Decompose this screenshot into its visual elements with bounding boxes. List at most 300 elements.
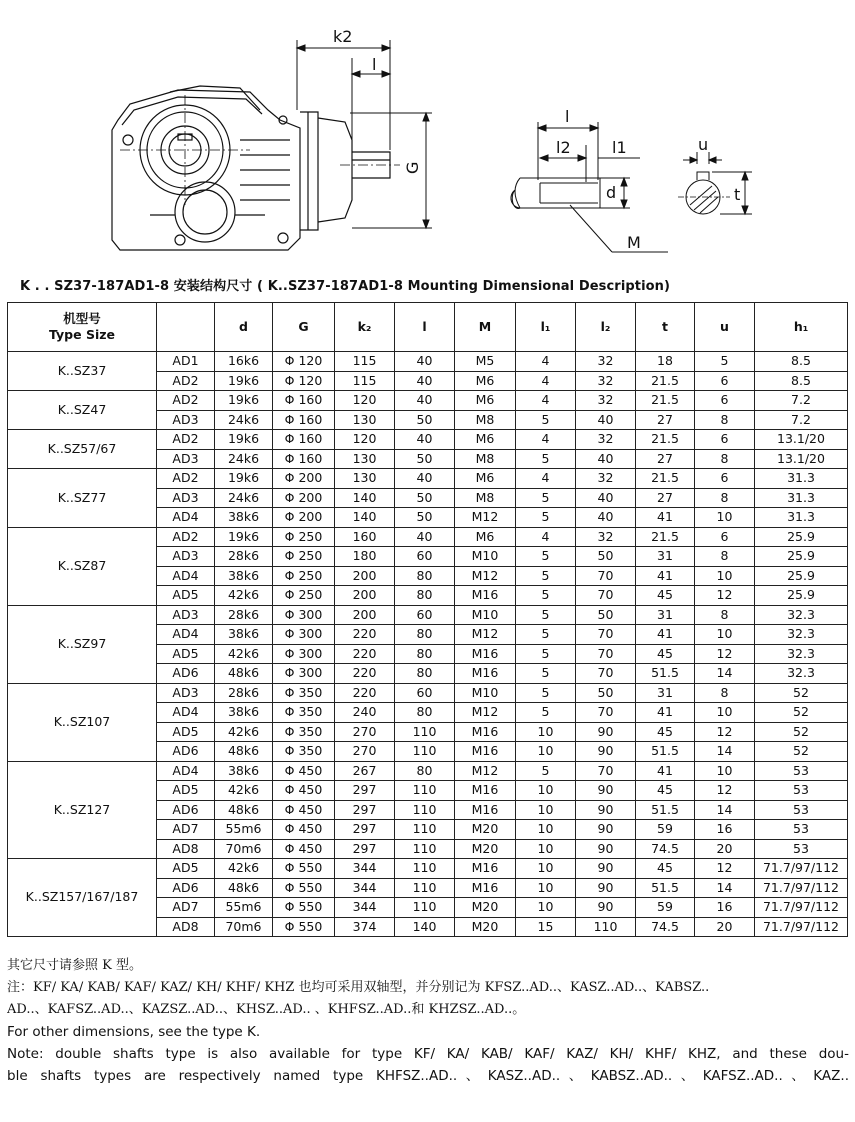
table-cell: 31.3	[755, 469, 848, 489]
table-cell: Φ 300	[273, 664, 335, 684]
table-cell: 6	[695, 527, 755, 547]
dimensions-table	[7, 302, 848, 937]
table-cell: 50	[576, 605, 636, 625]
table-cell: 71.7/97/112	[755, 859, 848, 879]
table-cell: 31	[636, 683, 695, 703]
table-cell: Φ 160	[273, 449, 335, 469]
table-cell: 90	[576, 878, 636, 898]
table-cell: 130	[335, 469, 395, 489]
table-cell: Φ 160	[273, 391, 335, 411]
label-d: d	[606, 183, 617, 202]
table-cell: 115	[335, 371, 395, 391]
table-cell: 267	[335, 761, 395, 781]
table-cell: AD7	[157, 820, 215, 840]
table-cell: 60	[395, 547, 455, 567]
table-cell: 40	[395, 469, 455, 489]
table-cell: 110	[576, 917, 636, 937]
table-cell: 70	[576, 644, 636, 664]
table-cell: 80	[395, 625, 455, 645]
header-d: d	[215, 303, 273, 352]
table-cell: 80	[395, 761, 455, 781]
table-cell: 6	[695, 391, 755, 411]
table-cell: 71.7/97/112	[755, 917, 848, 937]
table-cell: 52	[755, 722, 848, 742]
table-cell: 38k6	[215, 508, 273, 528]
table-cell: 297	[335, 781, 395, 801]
table-cell: 48k6	[215, 742, 273, 762]
table-cell: M20	[455, 898, 516, 918]
table-cell: 15	[516, 917, 576, 937]
table-cell: 32.3	[755, 644, 848, 664]
table-cell: M20	[455, 917, 516, 937]
table-cell: 38k6	[215, 703, 273, 723]
header-variant	[157, 303, 215, 352]
table-cell: 10	[516, 800, 576, 820]
table-cell: AD4	[157, 625, 215, 645]
table-cell: 40	[576, 488, 636, 508]
table-cell: 110	[395, 781, 455, 801]
label-u: u	[698, 135, 709, 154]
table-cell: 110	[395, 878, 455, 898]
table-cell: 50	[395, 410, 455, 430]
table-cell: 110	[395, 898, 455, 918]
table-cell: 200	[335, 605, 395, 625]
table-cell: 5	[516, 566, 576, 586]
table-cell: 74.5	[636, 917, 695, 937]
table-cell: M6	[455, 391, 516, 411]
note-en-line3: ble shafts types are respectively named type KHFSZ..AD..、KASZ..AD..、KABSZ..AD..、KAFSZ..AD..、KAZ..	[7, 1068, 849, 1084]
table-cell: 120	[335, 391, 395, 411]
table-cell: 53	[755, 820, 848, 840]
table-cell: 90	[576, 859, 636, 879]
table-cell: 12	[695, 781, 755, 801]
table-cell: 24k6	[215, 410, 273, 430]
table-cell: 90	[576, 781, 636, 801]
table-cell: Φ 200	[273, 508, 335, 528]
table-cell: Φ 450	[273, 800, 335, 820]
table-cell: 32.3	[755, 664, 848, 684]
table-cell: 25.9	[755, 586, 848, 606]
table-cell: 60	[395, 605, 455, 625]
table-cell: 32	[576, 371, 636, 391]
table-cell: M8	[455, 410, 516, 430]
table-cell: 80	[395, 566, 455, 586]
table-cell: 31	[636, 605, 695, 625]
table-header	[8, 303, 848, 352]
table-cell: 32	[576, 527, 636, 547]
table-cell: 38k6	[215, 566, 273, 586]
table-cell: AD2	[157, 527, 215, 547]
type-size-cell: K..SZ57/67	[8, 430, 157, 469]
table-cell: 10	[516, 742, 576, 762]
table-cell: AD3	[157, 410, 215, 430]
table-cell: 240	[335, 703, 395, 723]
table-cell: Φ 300	[273, 644, 335, 664]
table-cell: 5	[516, 703, 576, 723]
table-cell: 12	[695, 586, 755, 606]
table-cell: 21.5	[636, 371, 695, 391]
table-cell: 28k6	[215, 605, 273, 625]
table-cell: M8	[455, 488, 516, 508]
table-cell: 10	[516, 859, 576, 879]
table-cell: 10	[695, 566, 755, 586]
table-cell: 32.3	[755, 625, 848, 645]
table-cell: M16	[455, 781, 516, 801]
table-cell: 5	[516, 410, 576, 430]
table-cell: 110	[395, 820, 455, 840]
table-cell: 5	[516, 449, 576, 469]
table-cell: 50	[395, 488, 455, 508]
table-cell: 40	[576, 508, 636, 528]
table-cell: 42k6	[215, 781, 273, 801]
table-cell: M6	[455, 527, 516, 547]
table-cell: AD8	[157, 839, 215, 859]
table-cell: 21.5	[636, 391, 695, 411]
table-cell: 27	[636, 410, 695, 430]
table-row	[8, 683, 848, 703]
table-cell: AD4	[157, 703, 215, 723]
table-row	[8, 430, 848, 450]
table-cell: 55m6	[215, 898, 273, 918]
table-cell: 7.2	[755, 410, 848, 430]
table-cell: 5	[516, 547, 576, 567]
table-cell: AD6	[157, 878, 215, 898]
table-cell: 20	[695, 839, 755, 859]
table-cell: AD4	[157, 566, 215, 586]
table-cell: AD3	[157, 683, 215, 703]
table-cell: 5	[516, 586, 576, 606]
table-cell: 344	[335, 898, 395, 918]
table-cell: 140	[335, 488, 395, 508]
table-row	[8, 391, 848, 411]
table-cell: Φ 350	[273, 683, 335, 703]
table-cell: 70m6	[215, 917, 273, 937]
table-cell: 12	[695, 644, 755, 664]
table-cell: 115	[335, 352, 395, 372]
table-cell: 90	[576, 800, 636, 820]
table-cell: 41	[636, 761, 695, 781]
header-l: l	[395, 303, 455, 352]
table-cell: AD5	[157, 644, 215, 664]
label-k2: k2	[333, 27, 353, 46]
table-cell: 90	[576, 898, 636, 918]
table-cell: 344	[335, 878, 395, 898]
table-cell: 50	[576, 683, 636, 703]
table-row	[8, 605, 848, 625]
table-cell: 45	[636, 781, 695, 801]
table-cell: 80	[395, 703, 455, 723]
table-cell: 80	[395, 586, 455, 606]
table-cell: 4	[516, 527, 576, 547]
table-cell: 32	[576, 430, 636, 450]
table-cell: 110	[395, 722, 455, 742]
table-cell: 28k6	[215, 683, 273, 703]
table-cell: 10	[516, 898, 576, 918]
table-cell: 110	[395, 859, 455, 879]
note-zh-line3: AD..、KAFSZ..AD..、KAZSZ..AD..、KHSZ..AD.. 、KHFSZ..AD..和 KHZSZ..AD..。	[7, 1002, 526, 1017]
table-cell: AD2	[157, 469, 215, 489]
table-cell: 19k6	[215, 371, 273, 391]
table-cell: 48k6	[215, 800, 273, 820]
table-cell: 53	[755, 761, 848, 781]
table-cell: M6	[455, 430, 516, 450]
table-cell: 5	[516, 683, 576, 703]
table-cell: 10	[516, 820, 576, 840]
table-cell: 27	[636, 488, 695, 508]
table-cell: 374	[335, 917, 395, 937]
table-cell: 71.7/97/112	[755, 898, 848, 918]
table-cell: M16	[455, 586, 516, 606]
header-type-size	[8, 303, 157, 352]
table-cell: 8	[695, 605, 755, 625]
table-cell: 90	[576, 839, 636, 859]
header-u: u	[695, 303, 755, 352]
table-cell: 10	[516, 878, 576, 898]
table-cell: 5	[516, 761, 576, 781]
table-cell: 130	[335, 449, 395, 469]
table-cell: 53	[755, 781, 848, 801]
table-cell: 8	[695, 449, 755, 469]
table-cell: M16	[455, 722, 516, 742]
type-size-cell: K..SZ77	[8, 469, 157, 528]
table-row	[8, 859, 848, 879]
table-cell: AD5	[157, 586, 215, 606]
table-cell: 8.5	[755, 352, 848, 372]
table-cell: 31.3	[755, 488, 848, 508]
table-cell: 4	[516, 430, 576, 450]
table-cell: 90	[576, 820, 636, 840]
header-l2: l₂	[576, 303, 636, 352]
table-cell: 41	[636, 703, 695, 723]
table-cell: 51.5	[636, 742, 695, 762]
table-cell: 4	[516, 469, 576, 489]
table-cell: 140	[395, 917, 455, 937]
technical-drawing	[0, 0, 855, 270]
table-cell: 21.5	[636, 469, 695, 489]
table-cell: M12	[455, 703, 516, 723]
table-cell: M5	[455, 352, 516, 372]
table-cell: 59	[636, 898, 695, 918]
table-cell: 8	[695, 410, 755, 430]
table-cell: 40	[395, 371, 455, 391]
table-cell: M16	[455, 742, 516, 762]
table-cell: AD2	[157, 371, 215, 391]
table-cell: AD7	[157, 898, 215, 918]
table-cell: 70	[576, 586, 636, 606]
table-cell: 6	[695, 430, 755, 450]
table-cell: 220	[335, 644, 395, 664]
table-cell: M16	[455, 878, 516, 898]
drawing-labels	[333, 27, 740, 252]
table-cell: 45	[636, 586, 695, 606]
table-cell: 42k6	[215, 586, 273, 606]
table-cell: 220	[335, 683, 395, 703]
header-type-size-zh: 机型号	[63, 311, 101, 326]
notes	[7, 955, 849, 1087]
table-cell: AD4	[157, 508, 215, 528]
table-cell: 5	[516, 488, 576, 508]
table-cell: 7.2	[755, 391, 848, 411]
table-cell: 110	[395, 742, 455, 762]
table-cell: 45	[636, 859, 695, 879]
table-cell: Φ 120	[273, 352, 335, 372]
table-cell: 270	[335, 742, 395, 762]
table-cell: 8	[695, 683, 755, 703]
table-cell: 32	[576, 391, 636, 411]
label-l-right: l	[565, 107, 570, 126]
table-cell: M12	[455, 566, 516, 586]
table-cell: 51.5	[636, 800, 695, 820]
table-cell: M10	[455, 605, 516, 625]
table-cell: M12	[455, 761, 516, 781]
table-cell: 180	[335, 547, 395, 567]
table-cell: M16	[455, 644, 516, 664]
type-size-cell: K..SZ47	[8, 391, 157, 430]
table-cell: 52	[755, 703, 848, 723]
table-cell: Φ 350	[273, 722, 335, 742]
table-cell: Φ 550	[273, 898, 335, 918]
table-cell: Φ 250	[273, 527, 335, 547]
table-cell: 160	[335, 527, 395, 547]
table-cell: 42k6	[215, 722, 273, 742]
table-cell: 24k6	[215, 449, 273, 469]
label-l-left: l	[372, 55, 377, 74]
label-l2: l2	[556, 138, 571, 157]
table-cell: M16	[455, 800, 516, 820]
table-cell: 110	[395, 839, 455, 859]
table-cell: Φ 350	[273, 703, 335, 723]
table-cell: 220	[335, 625, 395, 645]
label-t: t	[734, 185, 741, 204]
table-cell: Φ 160	[273, 410, 335, 430]
gearbox-side-view	[112, 86, 400, 250]
table-cell: 16	[695, 820, 755, 840]
label-M: M	[627, 233, 641, 252]
table-cell: 25.9	[755, 547, 848, 567]
table-cell: 19k6	[215, 430, 273, 450]
table-cell: 19k6	[215, 391, 273, 411]
table-cell: M20	[455, 839, 516, 859]
table-cell: 10	[695, 625, 755, 645]
table-cell: M8	[455, 449, 516, 469]
table-cell: 48k6	[215, 878, 273, 898]
table-cell: 40	[576, 449, 636, 469]
table-cell: 270	[335, 722, 395, 742]
table-cell: AD3	[157, 547, 215, 567]
table-cell: Φ 300	[273, 605, 335, 625]
table-cell: 5	[516, 625, 576, 645]
table-cell: 18	[636, 352, 695, 372]
drawing-svg	[0, 0, 855, 270]
table-cell: 10	[516, 839, 576, 859]
table-cell: 45	[636, 644, 695, 664]
table-row	[8, 469, 848, 489]
table-cell: 32	[576, 352, 636, 372]
header-M: M	[455, 303, 516, 352]
table-cell: 5	[695, 352, 755, 372]
table-cell: 297	[335, 820, 395, 840]
table-cell: M12	[455, 625, 516, 645]
table-cell: AD1	[157, 352, 215, 372]
table-cell: 4	[516, 352, 576, 372]
table-cell: M16	[455, 664, 516, 684]
table-cell: 220	[335, 664, 395, 684]
table-cell: 53	[755, 800, 848, 820]
table-cell: 41	[636, 625, 695, 645]
table-cell: 27	[636, 449, 695, 469]
header-t: t	[636, 303, 695, 352]
table-cell: Φ 450	[273, 820, 335, 840]
table-cell: 25.9	[755, 527, 848, 547]
table-cell: 45	[636, 722, 695, 742]
table-cell: 51.5	[636, 878, 695, 898]
table-cell: 28k6	[215, 547, 273, 567]
table-cell: 70	[576, 761, 636, 781]
table-cell: 40	[395, 391, 455, 411]
table-cell: AD2	[157, 391, 215, 411]
table-body	[8, 352, 848, 937]
table-cell: 13.1/20	[755, 430, 848, 450]
table-cell: AD6	[157, 800, 215, 820]
table-cell: 32.3	[755, 605, 848, 625]
table-cell: 60	[395, 683, 455, 703]
table-cell: 5	[516, 605, 576, 625]
table-cell: 50	[576, 547, 636, 567]
table-cell: 297	[335, 839, 395, 859]
table-cell: M6	[455, 469, 516, 489]
table-cell: AD5	[157, 722, 215, 742]
type-size-cell: K..SZ37	[8, 352, 157, 391]
table-cell: AD3	[157, 488, 215, 508]
table-cell: Φ 450	[273, 761, 335, 781]
table-cell: 42k6	[215, 859, 273, 879]
table-cell: 48k6	[215, 664, 273, 684]
table-cell: 10	[695, 508, 755, 528]
table-row	[8, 761, 848, 781]
table-cell: 24k6	[215, 488, 273, 508]
table-cell: 25.9	[755, 566, 848, 586]
table-cell: 80	[395, 664, 455, 684]
table-cell: 5	[516, 644, 576, 664]
table-cell: AD8	[157, 917, 215, 937]
table-cell: 90	[576, 742, 636, 762]
table-cell: M20	[455, 820, 516, 840]
table-cell: 40	[395, 430, 455, 450]
table-cell: Φ 450	[273, 781, 335, 801]
table-cell: 5	[516, 508, 576, 528]
table-cell: 12	[695, 859, 755, 879]
table-cell: Φ 250	[273, 586, 335, 606]
table-cell: Φ 160	[273, 430, 335, 450]
table-cell: Φ 200	[273, 469, 335, 489]
table-cell: M16	[455, 859, 516, 879]
table-cell: Φ 550	[273, 859, 335, 879]
table-cell: 12	[695, 722, 755, 742]
table-cell: Φ 250	[273, 547, 335, 567]
type-size-cell: K..SZ127	[8, 761, 157, 859]
table-cell: 70	[576, 664, 636, 684]
table-cell: M10	[455, 683, 516, 703]
table-cell: Φ 250	[273, 566, 335, 586]
table-cell: 140	[335, 508, 395, 528]
table-cell: 16	[695, 898, 755, 918]
note-en-line1: For other dimensions, see the type K.	[7, 1024, 261, 1040]
table-cell: M6	[455, 371, 516, 391]
table-cell: 21.5	[636, 527, 695, 547]
table-cell: 41	[636, 566, 695, 586]
table-cell: 74.5	[636, 839, 695, 859]
table-cell: 344	[335, 859, 395, 879]
